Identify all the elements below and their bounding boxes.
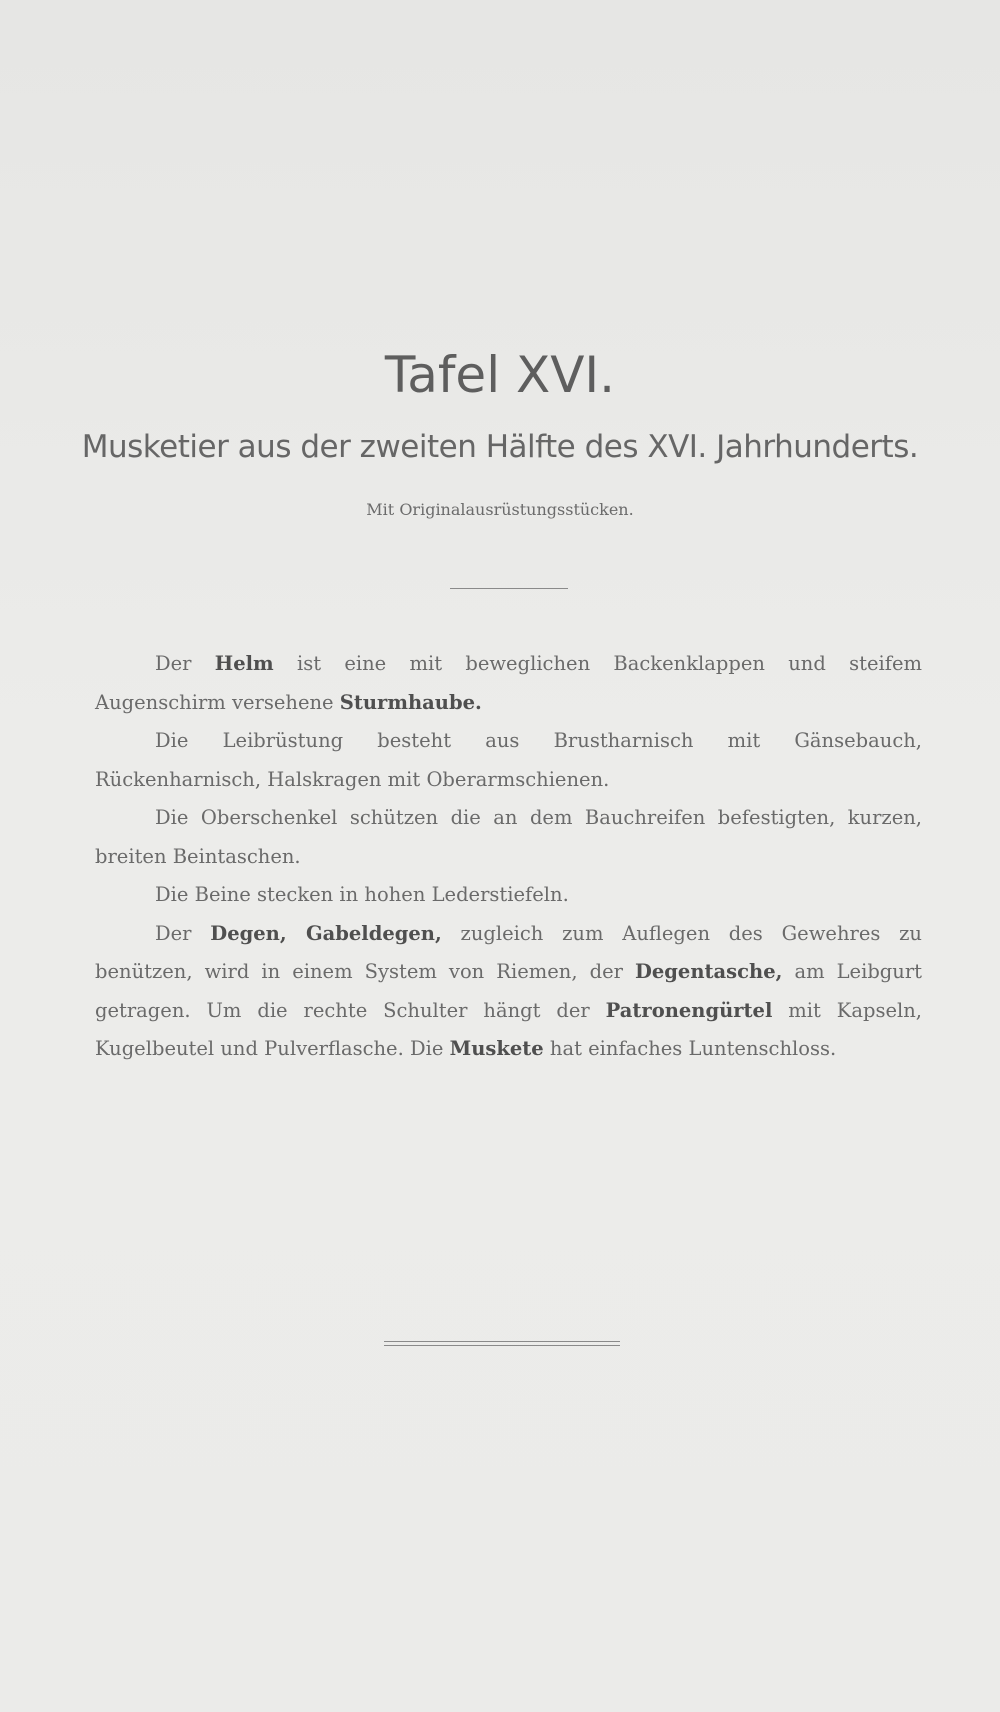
page-subtitle: Musketier aus der zweiten Hälfte des XVI. Jahrhunderts. xyxy=(81,429,919,465)
text-run: Die Leibrüstung besteht aus Brustharnisch mit Gänsebauch, Rückenharnisch, Halskragen mit Oberarmschienen. xyxy=(95,729,922,791)
paragraph xyxy=(95,915,922,1069)
emphasis-term: Helm xyxy=(214,652,274,675)
divider-double xyxy=(384,1341,620,1346)
page-note: Mit Originalausrüstungsstücken. xyxy=(366,500,634,519)
emphasis-term: Muskete xyxy=(449,1037,544,1060)
body-text xyxy=(95,645,922,1069)
emphasis-term: Sturmhaube. xyxy=(339,690,482,714)
text-run: hat einfaches Luntenschloss. xyxy=(543,1037,837,1060)
paragraph xyxy=(95,876,922,915)
emphasis-term: Degen, Gabeldegen, xyxy=(210,921,442,945)
text-run: zugleich zum Auflegen des Gewehres zu benützen, wird in einem System von Riemen, der xyxy=(95,921,922,983)
text-run: Die Beine stecken in hohen Lederstiefeln. xyxy=(155,883,569,906)
text-run: mit Kapseln, Kugelbeutel und Pulverflasche. Die xyxy=(95,998,922,1060)
text-run: Die Oberschenkel schützen die an dem Bauchreifen befestigten, kurzen, breiten Beintaschen. xyxy=(95,806,922,868)
text-run: Der xyxy=(155,921,211,945)
page-title: Tafel XVI. xyxy=(384,346,616,404)
text-run: Der xyxy=(155,652,215,675)
emphasis-term: Patronengürtel xyxy=(605,998,773,1022)
emphasis-term: Degentasche, xyxy=(634,960,783,983)
paragraph xyxy=(95,799,922,876)
paragraph xyxy=(95,645,922,722)
paragraph xyxy=(95,722,922,799)
divider-short xyxy=(450,588,568,589)
text-run: ist eine mit beweglichen Backenklappen und steifem Augenschirm versehene xyxy=(95,652,923,714)
text-run: am Leibgurt getragen. Um die rechte Schulter hängt der xyxy=(95,960,923,1022)
